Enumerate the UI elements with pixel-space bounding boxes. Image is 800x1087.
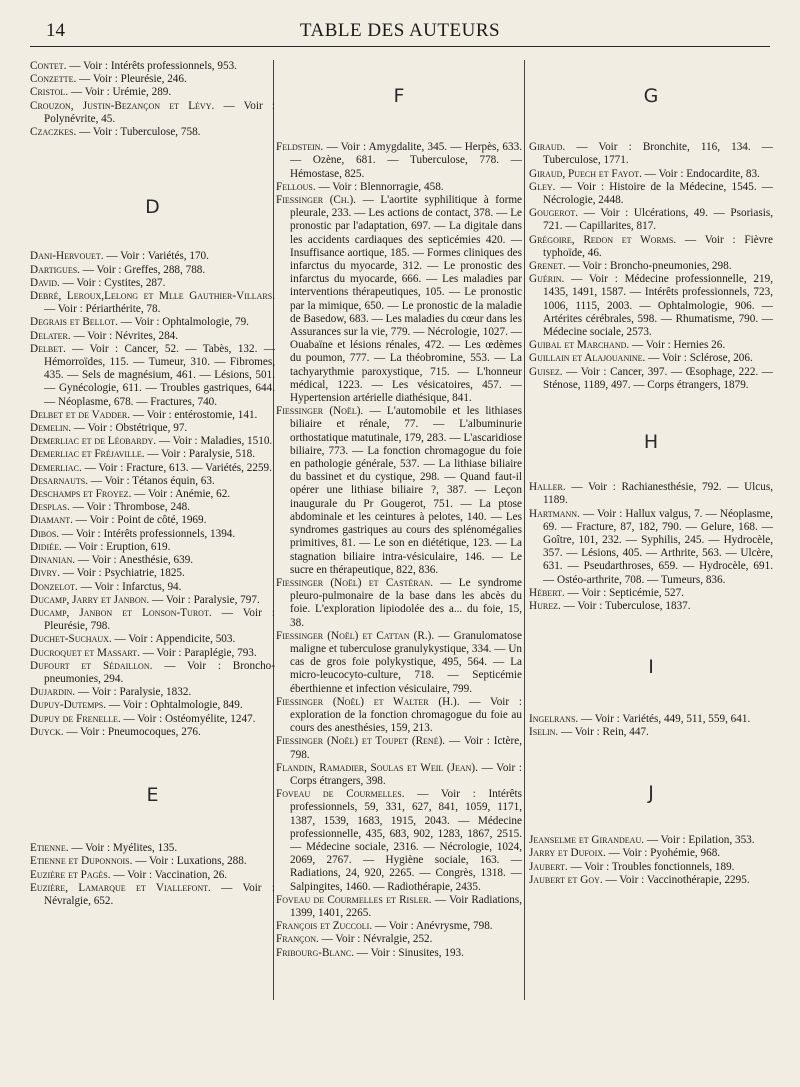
entry-references: — Voir : Rachianesthésie, 792. — Ulcus, 1189. [543, 481, 773, 507]
index-entry [30, 264, 275, 277]
author-name: Diamant. [30, 514, 73, 527]
entry-references: — Voir : Thrombose, 248. [69, 501, 191, 514]
author-name: Debré, Leroux,Lelong et Mlle Gauthier-Villars. [30, 290, 275, 303]
author-name: Fiessinger (Noël) et Toupet (René). [276, 735, 446, 748]
entry-references: — Voir : Anévrysme, 798. [372, 920, 493, 933]
index-entry [529, 587, 773, 600]
index-entry [30, 869, 275, 882]
entry-references: — Voir : Variétés, 170. [103, 250, 209, 263]
index-entry [30, 567, 275, 580]
index-entry [30, 422, 275, 435]
index-entry [276, 630, 522, 696]
entry-references: — Voir : Fièvre typhoïde, 46. [543, 233, 773, 259]
running-head: TABLE DES AUTEURS [299, 20, 501, 41]
entry-references: — Voir : Blennorragie, 458. [315, 180, 444, 193]
author-name: Fiessinger (Noël). [276, 405, 364, 418]
author-name: Fribourg-Blanc. [276, 946, 354, 959]
entry-references: — Voir : Pleurésie, 246. [76, 73, 187, 86]
author-name: Fellous. [276, 180, 316, 193]
entry-references: — Voir : Tétanos équin, 63. [88, 474, 215, 487]
author-name: Jaubert et Goy. [529, 873, 603, 886]
index-entry [529, 834, 773, 847]
entry-references: — Voir : Point de côté, 1969. [72, 514, 207, 527]
index-entry [529, 600, 773, 613]
index-entry [529, 207, 773, 233]
index-entry [30, 73, 275, 86]
entry-references: — Voir : Paralysie, 1832. [75, 686, 192, 699]
index-entry [30, 86, 275, 99]
author-name: Fiessinger (Noël) et Walter (H.). [276, 695, 460, 708]
author-name: Divry. [30, 567, 60, 580]
entry-references: — Granulomatose maligne et tuberculose granulykystique, 334. — Un cas de gros foie polykystique, 495, 564. — La micro-leucocyto-culture, 718. — Septicémie éberthienne et infection vésiculaire, 799. [290, 629, 522, 695]
entry-references: — Voir : Appendicite, 503. [111, 633, 236, 646]
entries-f [276, 141, 522, 960]
entries-j [529, 834, 773, 887]
index-entry [529, 181, 773, 207]
index-entry [30, 713, 275, 726]
index-entry [529, 352, 773, 365]
author-name: Demelin. [30, 422, 72, 435]
index-entry [276, 141, 522, 181]
index-entry [30, 541, 275, 554]
entry-references: — Voir : exploration de la fonction chromagogue du foie au cours des anesthésies, 159, 213. [290, 695, 522, 735]
author-name: Ducamp, Jarry et Janbon. [30, 593, 150, 606]
entry-references: — Voir : Pyohémie, 968. [605, 847, 721, 860]
index-entry [30, 660, 275, 686]
index-entry [30, 554, 275, 567]
author-name: Ducamp, Janbon et Lonson-Turot. [30, 606, 212, 619]
author-name: Jarry et Dufoix. [529, 847, 606, 860]
author-name: Dinanian. [30, 554, 76, 567]
entries-e [30, 842, 275, 908]
entry-references: — Voir : Variétés, 449, 511, 559, 641. [578, 712, 751, 725]
entry-references: — Voir : Intérêts professionnels, 59, 331, 627, 841, 1059, 1171, 1387, 1539, 1683, 1915, 2043. — Médecine professionnelle, 435, 683, 902, 1283, 1867, 2515. — Médecine sociale, 2316. — Nécrologie, 1024, 2069, 2767. — Hygiène sociale, 163. — Radiations, 24, 920, 2265. — Congrès, 1318. — Salpingites, 1460. — Radiothérapie, 2435. [290, 788, 522, 893]
index-entry [529, 168, 773, 181]
letter-heading-h: H [643, 431, 659, 454]
index-entry [30, 475, 275, 488]
index-entry [276, 735, 522, 761]
index-entry [276, 577, 522, 630]
entry-references: — Voir : Intérêts professionnels, 953. [66, 60, 237, 72]
index-entry [276, 762, 522, 788]
index-entry [30, 528, 275, 541]
author-name: Ducroquet et Massart. [30, 646, 140, 659]
entry-references: — Voir : Ulcérations, 49. — Psoriasis, 721. — Capillarites, 817. [543, 207, 773, 233]
entries-i [529, 713, 773, 739]
index-entry [30, 277, 275, 290]
author-name: Demerliac. [30, 461, 82, 474]
author-name: Contet. [30, 60, 67, 72]
column-3 [529, 62, 773, 887]
entry-references: — Voir : Myélites, 135. [68, 842, 178, 855]
entry-references: — Voir : Urémie, 289. [68, 86, 172, 99]
author-name: Iselin. [529, 725, 559, 738]
author-name: Guillain et Alajouanine. [529, 352, 646, 365]
entry-references: — L'aortite syphilitique à forme pleurale, 233. — Les actions de contact, 378. — Le pronostic par l'adaptation, 697. — La digitale dans les accidents cardiaques des septicémies 420. — Insuffisance aortique, 185. — Formes cliniques des infarctus du myocarde, 312. — Le pronostic des infarctus du myocarde, 666. — Les maladies par interventions thérapeutiques, 105. — Le pronostic par la mimique, 650. — Le pronostic de la maladie de Basedow, 683. — Les maladies du cœur dans les Assurances sur la vie, 779. — Nécrologie, 1027. — Ouabaïne et lésions rénales, 472. — Les œdèmes du poumon, 777. — La théobromine, 553. — La tachyarythmie paroxystique, 715. — L'honneur médical, 1223. — Les vésicatoires, 457. — Hypertension artérielle diathésique, 841. [290, 194, 522, 405]
author-name: Guérin. [529, 273, 565, 286]
entry-references: — Voir : Broncho-pneumonies, 294. [44, 659, 275, 685]
author-name: Czaczkes. [30, 126, 77, 139]
index-entry [30, 290, 275, 316]
author-name: Duyck. [30, 725, 64, 738]
entry-references: — Voir : Paraplégie, 793. [139, 646, 257, 659]
author-name: Euzière, Lamarque et Viallefont. [30, 881, 211, 894]
author-name: Jaubert. [529, 860, 568, 873]
entry-references: — L'automobile et les lithiases biliaire et rénale, 77. — L'albuminurie orthostatique matutinale, 179, 283. — L'ascaridiose biliaire, 773. — La fonction chromagogue du foie en pathologie générale, 537. — La lithiase biliaire du bassinet et du cystique, 298. — Quand faut-il opérer une lithiase biliaire ?, 387. — Leçon inaugurale du Pr Gougerot, 751. — La ptose abdominale et les ceintures à pelotes, 140. — Les syndromes gastriques au cours des splénomégalies primitives, 81. — Le son en diététique, 123. — La stagnation biliaire intra-vésiculaire, 146. — Le sucre en thérapeutique, 822, 836. [290, 405, 522, 576]
index-entry [30, 882, 275, 908]
author-name: Delbet. [30, 342, 66, 355]
entry-references: — Voir : Paralysie, 518. [144, 448, 256, 461]
author-name: Giraud, Puech et Fayot. [529, 167, 642, 180]
author-name: Fiessinger (Ch.). [276, 194, 356, 207]
index-entry [529, 234, 773, 260]
entry-references: — Voir : Médecine professionnelle, 219, 1435, 1491, 1587. — Intérêts professionnels, 723, 1006, 1115, 2003. — Ophtalmologie, 906. — Artérites cérébrales, 598. — Rhumatisme, 790. — Médecine sociale, 2573. [543, 273, 773, 339]
author-name: Dani-Hervouet. [30, 250, 104, 263]
author-name: Flandin, Ramadier, Soulas et Weil (Jean). [276, 761, 478, 774]
index-entry [276, 933, 522, 946]
author-name: Crouzon, Justin-Bezançon et Lévy. [30, 99, 215, 112]
entries-h [529, 481, 773, 613]
author-name: Delbet et de Vadder. [30, 408, 131, 421]
index-entry [529, 874, 773, 887]
index-entry [529, 273, 773, 339]
entry-references: — Voir : Tuberculose, 1837. [560, 600, 691, 613]
author-name: Didiée. [30, 540, 62, 553]
author-name: Hébert. [529, 586, 565, 599]
author-name: Jeanselme et Girandeau. [529, 834, 645, 847]
index-entry [30, 126, 275, 139]
author-name: Grégoire, Redon et Worms. [529, 233, 677, 246]
author-name: Degrais et Bellot. [30, 316, 118, 329]
author-name: Euzière et Pagès. [30, 868, 111, 881]
entry-references: — Voir : Corps étrangers, 398. [290, 761, 522, 787]
index-entry [529, 508, 773, 587]
index-entry [30, 316, 275, 329]
index-entry [276, 894, 522, 920]
author-name: Etienne. [30, 842, 69, 855]
index-entry [276, 405, 522, 577]
entry-references: — Voir : Ophtalmologie, 849. [106, 699, 243, 712]
entry-references: — Voir : Tuberculose, 758. [76, 126, 201, 139]
index-entry [30, 607, 275, 633]
index-entry [30, 514, 275, 527]
author-name: Foveau de Courmelles et Risler. [276, 893, 432, 906]
author-name: Dufourt et Sédaillon. [30, 659, 153, 672]
author-name: Dibos. [30, 527, 60, 540]
index-entry [529, 713, 773, 726]
entry-references: — Voir : entérostomie, 141. [130, 408, 258, 421]
author-name: Desarnauts. [30, 474, 88, 487]
entry-references: — Voir : Maladies, 1510. [156, 435, 273, 448]
author-name: Ingelrans. [529, 712, 579, 725]
author-name: Guisez. [529, 365, 563, 378]
entry-references: — Voir : Broncho-pneumonies, 298. [565, 260, 732, 273]
author-name: Dartigues. [30, 263, 80, 276]
page-number: 14 [46, 20, 65, 41]
author-name: Giraud. [529, 141, 566, 154]
index-entry [30, 409, 275, 422]
author-name: Hurez. [529, 600, 561, 613]
author-name: Haller. [529, 481, 566, 494]
entry-references: — Voir : Fracture, 613. — Variétés, 2259. [81, 461, 272, 474]
index-entry [529, 366, 773, 392]
entry-references: — Voir : Histoire de la Médecine, 1545. — Nécrologie, 2448. [543, 180, 773, 207]
letter-heading-i: I [648, 656, 654, 679]
index-entry [529, 861, 773, 874]
column-2 [276, 62, 522, 960]
letter-heading-e: E [146, 783, 159, 806]
index-entry [30, 462, 275, 475]
index-entry [276, 947, 522, 960]
entries-c [30, 60, 275, 139]
author-name: Fiessinger (Noël) et Cattan (R.). [276, 629, 435, 642]
author-name: Etienne et Duponnois. [30, 855, 133, 868]
author-name: Gley. [529, 180, 556, 193]
index-entry [30, 488, 275, 501]
index-entry [30, 448, 275, 461]
author-name: Dujardin. [30, 686, 76, 699]
entries-g [529, 141, 773, 392]
author-name: Hartmann. [529, 507, 580, 520]
index-entry [30, 699, 275, 712]
entry-references: — Voir : Ostéomyélite, 1247. [120, 712, 256, 725]
entry-references: — Voir : Cancer, 52. — Tabès, 132. — Hémorroïdes, 115. — Tumeur, 310. — Fibromes, 435. — Sels de magnésium, 461. — Lésions, 501. — Gynécologie, 611. — Troubles gastriques, 644. — Néoplasme, 678. — Fractures, 740. [44, 342, 275, 408]
index-entry [30, 501, 275, 514]
index-entry [30, 330, 275, 343]
index-entry [30, 250, 275, 263]
letter-heading-g: G [643, 85, 659, 107]
author-name: Françon. [276, 933, 319, 946]
index-entry [30, 594, 275, 607]
index-entry [30, 726, 275, 739]
entry-references: — Voir : Pneumocoques, 276. [63, 725, 201, 738]
entry-references: — Voir : Ophtalmologie, 79. [117, 316, 249, 329]
author-name: Fiessinger (Noël) et Castéran. [276, 576, 433, 589]
author-name: Grenet. [529, 260, 566, 273]
column-1 [30, 60, 275, 908]
author-name: Feldstein. [276, 141, 324, 154]
entry-references: — Voir : Polynévrite, 45. [44, 99, 275, 125]
index-entry [529, 481, 773, 507]
index-entry [276, 920, 522, 933]
entry-references: — Voir : Pleurésie, 798. [44, 606, 275, 633]
entry-references: — Voir : Sclérose, 206. [645, 352, 753, 365]
entry-references: — Voir : Sinusites, 193. [354, 946, 464, 959]
entry-references: — Voir : Névralgie, 252. [318, 933, 433, 946]
index-entry [30, 343, 275, 409]
entry-references: — Voir : Psychiatrie, 1825. [60, 567, 185, 580]
index-entry [276, 788, 522, 894]
header-rule [30, 46, 770, 47]
entry-references: — Voir : Obstétrique, 97. [71, 422, 188, 435]
index-entry [529, 847, 773, 860]
author-name: Cristol. [30, 86, 69, 99]
index-entry [30, 581, 275, 594]
letter-heading-d: D [145, 196, 160, 219]
index-entry [30, 686, 275, 699]
entry-references: — Voir : Périarthérite, 78. [44, 303, 161, 316]
entry-references: — Voir : Vaccination, 26. [110, 868, 228, 881]
entry-references: — Le syndrome pleuro-pulmonaire de la base dans les abcès du foie. L'exploration lipiodolée des a... du foie, 15, 38. [290, 576, 522, 629]
index-entry [30, 60, 275, 73]
author-name: Conzette. [30, 73, 77, 86]
index-entry [30, 647, 275, 660]
author-name: Desplas. [30, 501, 70, 514]
entry-references: — Voir : Névrites, 284. [70, 329, 179, 342]
entry-references: — Voir : Troubles fonctionnels, 189. [567, 860, 735, 873]
index-entry [529, 260, 773, 273]
column-rule-2 [524, 60, 525, 1000]
entry-references: — Voir : Paralysie, 797. [149, 593, 260, 606]
index-entry [529, 726, 773, 739]
entry-references: — Voir : Hallux valgus, 7. — Néoplasme, 69. — Fracture, 87, 182, 790. — Gelure, 168. — Goître, 101, 232. — Syphilis, 245. — Hydrocèle, 357. — Lésions, 405. — Arthrite, 563. — Ulcère, 631. — Pseudarthroses, 659. — Hydrocèle, 691. — Ostéo-arthrite, 708. — Tumeurs, 836. [543, 507, 773, 586]
entry-references: — Voir : Endocardite, 83. [641, 167, 760, 180]
entry-references: — Voir : Ictère, 798. [290, 735, 522, 761]
index-entry [276, 181, 522, 194]
entry-references: — Voir : Epilation, 353. [644, 834, 755, 847]
author-name: Delater. [30, 329, 71, 342]
entry-references: — Voir : Anesthésie, 639. [75, 554, 194, 567]
entries-d [30, 250, 275, 739]
author-name: Deschamps et Froyez. [30, 488, 132, 501]
entry-references: — Voir : Bronchite, 116, 134. — Tuberculose, 1771. [543, 141, 773, 167]
entry-references: — Voir : Greffes, 288, 788. [79, 263, 206, 276]
index-entry [529, 339, 773, 352]
entry-references: — Voir : Hernies 26. [629, 339, 726, 352]
index-entry [30, 855, 275, 868]
entry-references: — Voir : Névralgie, 652. [44, 881, 275, 907]
index-entry [30, 633, 275, 646]
author-name: Donzelot. [30, 580, 78, 593]
author-name: Gougerot. [529, 207, 579, 220]
author-name: Dupuy de Frenelle. [30, 712, 121, 725]
author-name: Foveau de Courmelles. [276, 788, 405, 801]
entry-references: — Voir : Cystites, 287. [59, 276, 166, 289]
entry-references: — Voir : Amygdalite, 345. — Herpès, 633. — Ozène, 681. — Tuberculose, 778. — Hémostase, 825. [290, 141, 522, 180]
author-name: Guibal et Marchand. [529, 339, 630, 352]
entry-references: — Voir : Anémie, 62. [131, 488, 231, 501]
author-name: David. [30, 276, 60, 289]
entry-references: — Voir : Septicémie, 527. [564, 586, 684, 599]
entry-references: — Voir : Eruption, 619. [61, 540, 171, 553]
index-entry [529, 141, 773, 167]
author-name: François et Zuccoli. [276, 920, 373, 933]
entry-references: — Voir : Cancer, 397. — Œsophage, 222. — Sténose, 1189, 497. — Corps étrangers, 1879. [543, 365, 773, 391]
author-name: Dupuy-Dutemps. [30, 699, 107, 712]
index-entry [30, 100, 275, 126]
author-name: Duchet-Suchaux. [30, 633, 112, 646]
entry-references: — Voir : Vaccinothérapie, 2295. [602, 873, 750, 886]
index-entry [276, 194, 522, 405]
letter-heading-f: F [393, 85, 405, 107]
entry-references: — Voir : Intérêts professionnels, 1394. [59, 527, 236, 540]
entry-references: — Voir : Infarctus, 94. [77, 580, 182, 593]
index-entry [30, 842, 275, 855]
index-entry [30, 435, 275, 448]
entry-references: — Voir Radiations, 1399, 1401, 2265. [290, 893, 522, 919]
author-name: Demerliac et Fréjaville. [30, 448, 145, 461]
index-entry [276, 696, 522, 736]
letter-heading-j: J [648, 781, 654, 804]
entry-references: — Voir : Rein, 447. [558, 725, 649, 738]
entry-references: — Voir : Luxations, 288. [132, 855, 247, 868]
author-name: Demerliac et de Léobardy. [30, 435, 157, 448]
